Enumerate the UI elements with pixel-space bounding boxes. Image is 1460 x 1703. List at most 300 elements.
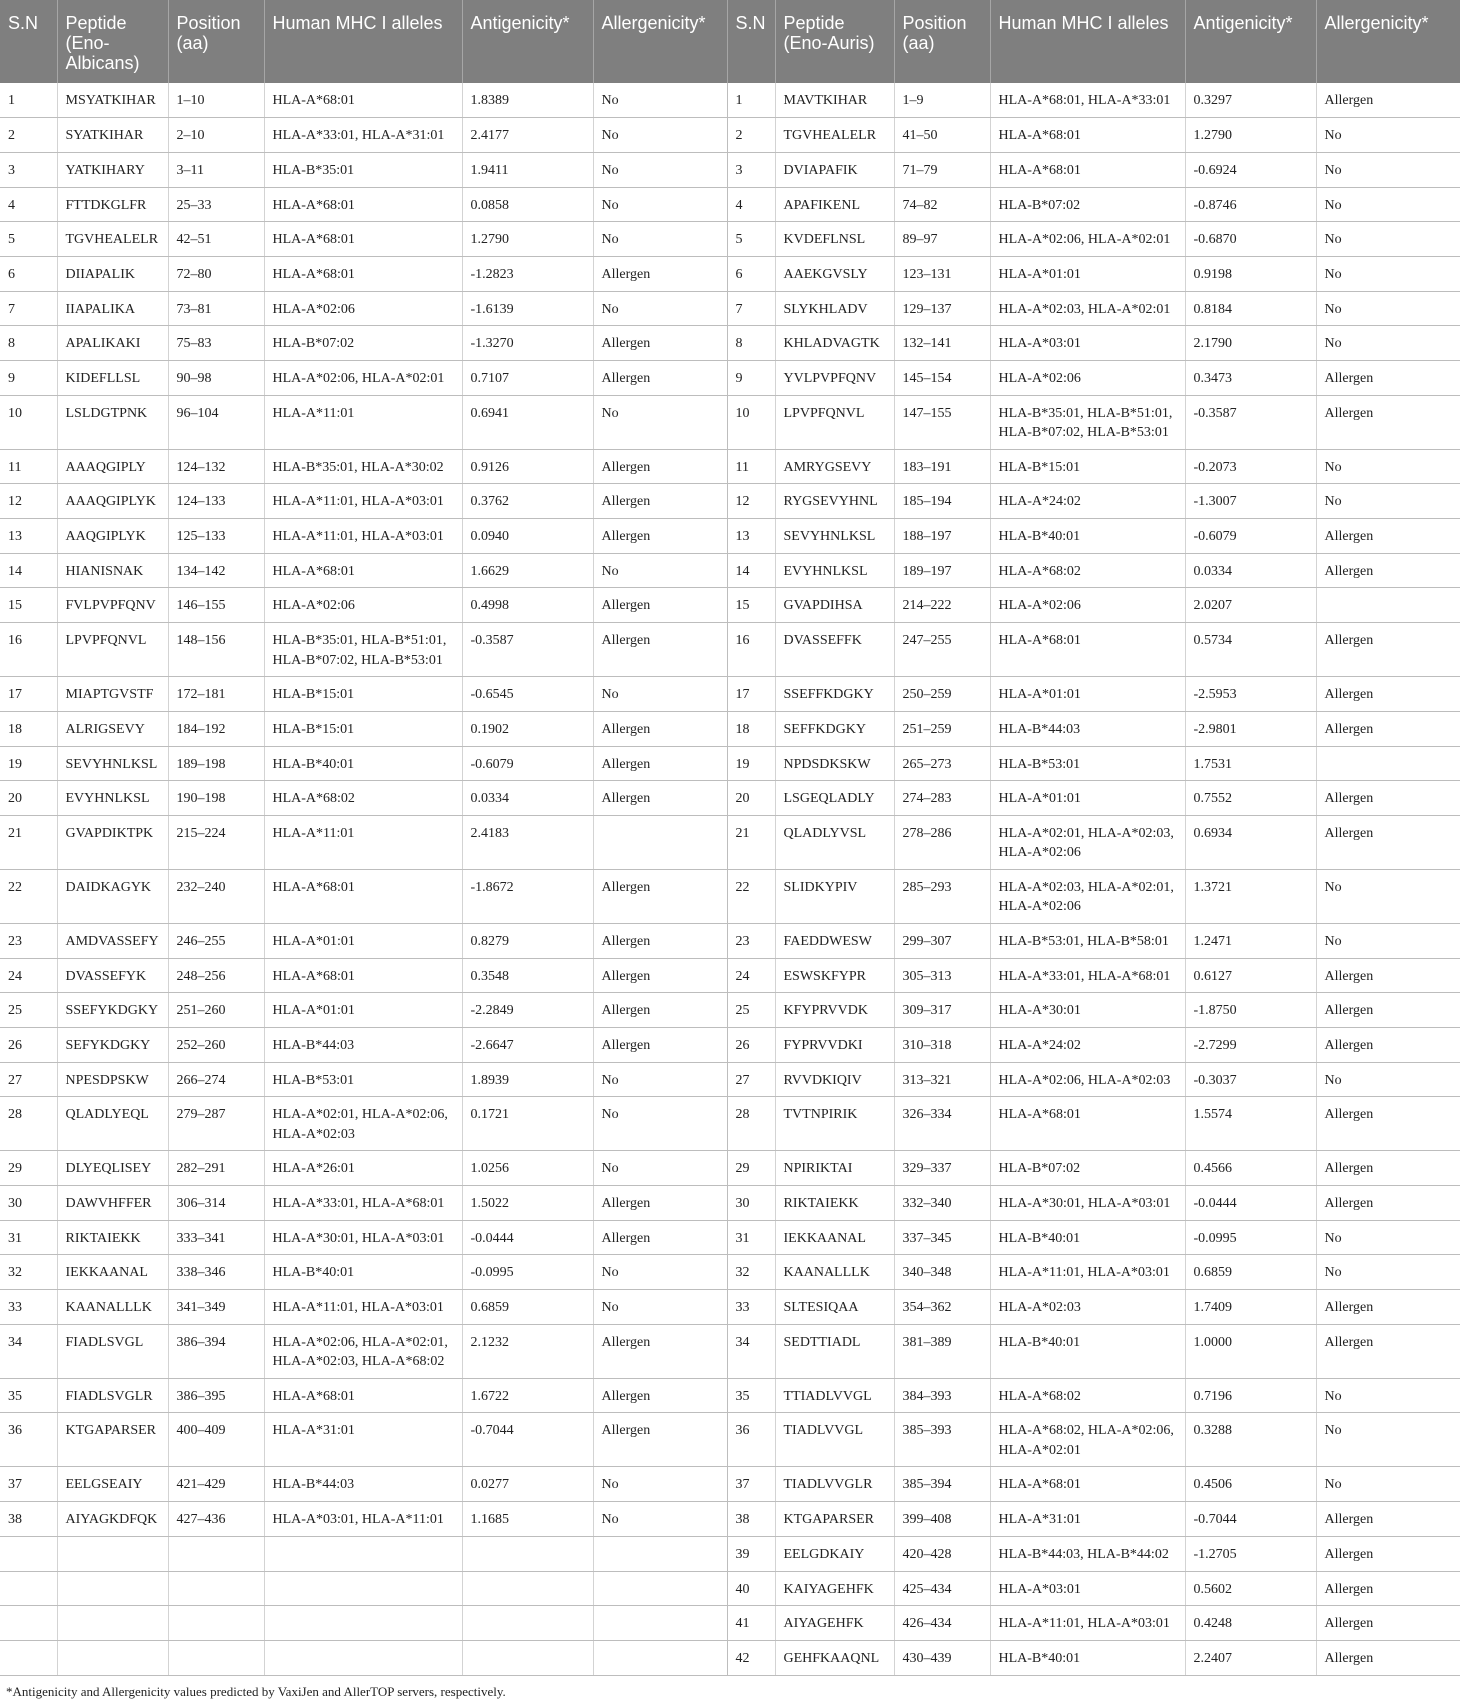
auris-peptide-cell: KFYPRVVDK (775, 993, 894, 1028)
albicans-allergenicity-cell: No (593, 677, 727, 712)
albicans-allergenicity-cell: No (593, 1467, 727, 1502)
auris-antigenicity-cell: -0.6870 (1185, 222, 1316, 257)
auris-position-cell: 183–191 (894, 449, 990, 484)
auris-sn-cell: 36 (727, 1413, 775, 1467)
albicans-sn-cell: 33 (0, 1290, 57, 1325)
albicans-allergenicity-cell: No (593, 1502, 727, 1537)
albicans-allergenicity-cell: Allergen (593, 361, 727, 396)
auris-allergenicity-cell: Allergen (1316, 711, 1460, 746)
albicans-mhc-alleles-cell: HLA-A*68:01 (264, 83, 462, 118)
table-row (0, 958, 1460, 993)
auris-allergenicity-cell: Allergen (1316, 1290, 1460, 1325)
albicans-position-cell (168, 1536, 264, 1571)
table-row (0, 923, 1460, 958)
albicans-mhc-alleles-cell: HLA-B*15:01 (264, 677, 462, 712)
auris-allergenicity-cell: Allergen (1316, 553, 1460, 588)
albicans-antigenicity-cell: -0.0995 (462, 1255, 593, 1290)
albicans-position-cell: 252–260 (168, 1027, 264, 1062)
albicans-allergenicity-cell (593, 1536, 727, 1571)
auris-mhc-alleles-cell: HLA-B*44:03, HLA-B*44:02 (990, 1536, 1185, 1571)
auris-position-cell: 332–340 (894, 1186, 990, 1221)
auris-sn-cell: 35 (727, 1378, 775, 1413)
albicans-sn-cell: 27 (0, 1062, 57, 1097)
albicans-antigenicity-cell: 1.8389 (462, 83, 593, 118)
auris-mhc-alleles-cell: HLA-A*68:01 (990, 1097, 1185, 1151)
albicans-mhc-alleles-cell: HLA-A*02:06 (264, 588, 462, 623)
auris-mhc-alleles-cell: HLA-A*24:02 (990, 484, 1185, 519)
albicans-position-cell: 189–198 (168, 746, 264, 781)
auris-peptide-cell: EVYHNLKSL (775, 553, 894, 588)
auris-allergenicity-cell (1316, 746, 1460, 781)
auris-antigenicity-cell: -0.2073 (1185, 449, 1316, 484)
auris-allergenicity-cell: No (1316, 256, 1460, 291)
auris-allergenicity-cell: Allergen (1316, 361, 1460, 396)
table-row (0, 326, 1460, 361)
auris-peptide-cell: DVASSEFFK (775, 623, 894, 677)
auris-mhc-alleles-cell: HLA-A*68:01 (990, 1467, 1185, 1502)
albicans-allergenicity-cell: Allergen (593, 519, 727, 554)
albicans-peptide-cell: AAAQGIPLY (57, 449, 168, 484)
table-row (0, 291, 1460, 326)
auris-allergenicity-cell: No (1316, 1220, 1460, 1255)
table-row (0, 484, 1460, 519)
auris-peptide-cell: FYPRVVDKI (775, 1027, 894, 1062)
albicans-sn-cell: 31 (0, 1220, 57, 1255)
albicans-position-cell: 73–81 (168, 291, 264, 326)
auris-sn-cell: 38 (727, 1502, 775, 1537)
auris-position-cell: 426–434 (894, 1606, 990, 1641)
auris-position-cell: 285–293 (894, 869, 990, 923)
albicans-position-cell: 90–98 (168, 361, 264, 396)
auris-position-cell: 189–197 (894, 553, 990, 588)
auris-position-cell: 274–283 (894, 781, 990, 816)
auris-allergenicity-cell: No (1316, 1413, 1460, 1467)
albicans-antigenicity-cell: 1.1685 (462, 1502, 593, 1537)
table-row (0, 815, 1460, 869)
auris-peptide-cell: GEHFKAAQNL (775, 1640, 894, 1675)
table-row (0, 1536, 1460, 1571)
auris-position-cell: 278–286 (894, 815, 990, 869)
table-row (0, 1027, 1460, 1062)
auris-position-cell: 309–317 (894, 993, 990, 1028)
albicans-antigenicity-cell: 0.0940 (462, 519, 593, 554)
albicans-peptide-cell: IIAPALIKA (57, 291, 168, 326)
albicans-antigenicity-cell (462, 1536, 593, 1571)
auris-mhc-alleles-cell: HLA-A*01:01 (990, 781, 1185, 816)
albicans-sn-cell: 14 (0, 553, 57, 588)
albicans-sn-cell: 29 (0, 1151, 57, 1186)
albicans-peptide-cell (57, 1536, 168, 1571)
albicans-allergenicity-cell: Allergen (593, 256, 727, 291)
albicans-allergenicity-cell: No (593, 1097, 727, 1151)
auris-allergenicity-cell: Allergen (1316, 1324, 1460, 1378)
auris-antigenicity-cell: 0.7196 (1185, 1378, 1316, 1413)
auris-sn-cell: 14 (727, 553, 775, 588)
auris-peptide-cell: SLYKHLADV (775, 291, 894, 326)
auris-mhc-alleles-cell: HLA-B*53:01, HLA-B*58:01 (990, 923, 1185, 958)
albicans-peptide-cell: DLYEQLISEY (57, 1151, 168, 1186)
auris-position-cell: 381–389 (894, 1324, 990, 1378)
auris-peptide-cell: NPIRIKTAI (775, 1151, 894, 1186)
albicans-allergenicity-cell: No (593, 1255, 727, 1290)
albicans-antigenicity-cell: 0.8279 (462, 923, 593, 958)
albicans-allergenicity-cell: Allergen (593, 711, 727, 746)
albicans-allergenicity-cell: Allergen (593, 588, 727, 623)
albicans-peptide-cell: AIYAGKDFQK (57, 1502, 168, 1537)
albicans-sn-cell: 15 (0, 588, 57, 623)
auris-position-cell: 71–79 (894, 152, 990, 187)
table-row (0, 152, 1460, 187)
albicans-antigenicity-cell: -1.8672 (462, 869, 593, 923)
albicans-sn-cell: 3 (0, 152, 57, 187)
albicans-peptide-cell: KAANALLLK (57, 1290, 168, 1325)
albicans-mhc-alleles-cell: HLA-A*11:01 (264, 815, 462, 869)
auris-antigenicity-cell: -0.3037 (1185, 1062, 1316, 1097)
auris-sn-cell: 34 (727, 1324, 775, 1378)
auris-peptide-cell: YVLPVPFQNV (775, 361, 894, 396)
auris-peptide-cell: TIADLVVGL (775, 1413, 894, 1467)
albicans-antigenicity-cell: 1.8939 (462, 1062, 593, 1097)
albicans-sn-cell: 19 (0, 746, 57, 781)
albicans-sn-cell: 18 (0, 711, 57, 746)
albicans-mhc-alleles-cell: HLA-B*40:01 (264, 1255, 462, 1290)
albicans-antigenicity-cell: -0.7044 (462, 1413, 593, 1467)
albicans-position-cell: 266–274 (168, 1062, 264, 1097)
auris-mhc-alleles-cell: HLA-A*02:01, HLA-A*02:03, HLA-A*02:06 (990, 815, 1185, 869)
table-row (0, 83, 1460, 118)
auris-allergenicity-cell: Allergen (1316, 1640, 1460, 1675)
auris-allergenicity-cell: Allergen (1316, 1027, 1460, 1062)
albicans-peptide-cell: TGVHEALELR (57, 222, 168, 257)
albicans-sn-cell: 25 (0, 993, 57, 1028)
albicans-sn-cell: 28 (0, 1097, 57, 1151)
albicans-antigenicity-cell: 0.1902 (462, 711, 593, 746)
albicans-mhc-alleles-cell: HLA-A*02:06, HLA-A*02:01, HLA-A*02:03, HLA-A*68:02 (264, 1324, 462, 1378)
auris-allergenicity-cell: Allergen (1316, 1536, 1460, 1571)
auris-peptide-cell: LSGEQLADLY (775, 781, 894, 816)
table-row (0, 993, 1460, 1028)
albicans-mhc-alleles-cell: HLA-B*44:03 (264, 1027, 462, 1062)
auris-peptide-cell: RYGSEVYHNL (775, 484, 894, 519)
albicans-position-cell: 134–142 (168, 553, 264, 588)
albicans-mhc-alleles-cell: HLA-A*26:01 (264, 1151, 462, 1186)
table-row (0, 1502, 1460, 1537)
auris-peptide-cell: SLIDKYPIV (775, 869, 894, 923)
auris-mhc-alleles-cell: HLA-A*01:01 (990, 256, 1185, 291)
albicans-peptide-cell: MSYATKIHAR (57, 83, 168, 118)
albicans-mhc-alleles-cell (264, 1640, 462, 1675)
auris-position-cell: 385–393 (894, 1413, 990, 1467)
albicans-antigenicity-cell: -2.6647 (462, 1027, 593, 1062)
auris-allergenicity-cell: No (1316, 449, 1460, 484)
albicans-peptide-cell: IEKKAANAL (57, 1255, 168, 1290)
header-position-2: Position (aa) (894, 0, 990, 83)
albicans-position-cell: 2–10 (168, 118, 264, 153)
albicans-position-cell: 421–429 (168, 1467, 264, 1502)
auris-antigenicity-cell: 1.7409 (1185, 1290, 1316, 1325)
auris-mhc-alleles-cell: HLA-A*01:01 (990, 677, 1185, 712)
auris-mhc-alleles-cell: HLA-B*40:01 (990, 1220, 1185, 1255)
auris-sn-cell: 11 (727, 449, 775, 484)
auris-antigenicity-cell: -0.0444 (1185, 1186, 1316, 1221)
albicans-position-cell: 386–395 (168, 1378, 264, 1413)
auris-antigenicity-cell: 0.6127 (1185, 958, 1316, 993)
table-row (0, 869, 1460, 923)
albicans-mhc-alleles-cell: HLA-A*02:06 (264, 291, 462, 326)
albicans-sn-cell: 6 (0, 256, 57, 291)
auris-allergenicity-cell: No (1316, 1062, 1460, 1097)
auris-antigenicity-cell: 0.3288 (1185, 1413, 1316, 1467)
albicans-sn-cell: 12 (0, 484, 57, 519)
auris-antigenicity-cell: 1.2790 (1185, 118, 1316, 153)
auris-mhc-alleles-cell: HLA-B*07:02 (990, 187, 1185, 222)
auris-peptide-cell: KVDEFLNSL (775, 222, 894, 257)
table-row (0, 1571, 1460, 1606)
footnote: *Antigenicity and Allergenicity values predicted by VaxiJen and AllerTOP servers, respectively. (6, 1683, 506, 1699)
auris-position-cell: 399–408 (894, 1502, 990, 1537)
auris-antigenicity-cell: 1.3721 (1185, 869, 1316, 923)
albicans-mhc-alleles-cell: HLA-B*40:01 (264, 746, 462, 781)
table-row (0, 187, 1460, 222)
albicans-position-cell: 251–260 (168, 993, 264, 1028)
auris-sn-cell: 30 (727, 1186, 775, 1221)
albicans-peptide-cell: QLADLYEQL (57, 1097, 168, 1151)
auris-peptide-cell: TGVHEALELR (775, 118, 894, 153)
auris-peptide-cell: AIYAGEHFK (775, 1606, 894, 1641)
auris-sn-cell: 4 (727, 187, 775, 222)
auris-sn-cell: 41 (727, 1606, 775, 1641)
auris-antigenicity-cell: 2.2407 (1185, 1640, 1316, 1675)
auris-peptide-cell: KAANALLLK (775, 1255, 894, 1290)
auris-sn-cell: 24 (727, 958, 775, 993)
auris-position-cell: 337–345 (894, 1220, 990, 1255)
albicans-allergenicity-cell: No (593, 1062, 727, 1097)
auris-antigenicity-cell: -1.8750 (1185, 993, 1316, 1028)
auris-allergenicity-cell: Allergen (1316, 1502, 1460, 1537)
auris-mhc-alleles-cell: HLA-B*53:01 (990, 746, 1185, 781)
albicans-mhc-alleles-cell: HLA-B*35:01, HLA-B*51:01, HLA-B*07:02, HLA-B*53:01 (264, 623, 462, 677)
albicans-sn-cell: 34 (0, 1324, 57, 1378)
auris-allergenicity-cell: Allergen (1316, 815, 1460, 869)
albicans-sn-cell: 35 (0, 1378, 57, 1413)
table-row (0, 1255, 1460, 1290)
auris-mhc-alleles-cell: HLA-A*68:01, HLA-A*33:01 (990, 83, 1185, 118)
albicans-antigenicity-cell: -1.6139 (462, 291, 593, 326)
auris-allergenicity-cell: No (1316, 1378, 1460, 1413)
albicans-mhc-alleles-cell: HLA-A*01:01 (264, 993, 462, 1028)
auris-antigenicity-cell: -2.7299 (1185, 1027, 1316, 1062)
auris-antigenicity-cell: 0.4506 (1185, 1467, 1316, 1502)
auris-mhc-alleles-cell: HLA-A*24:02 (990, 1027, 1185, 1062)
table-row (0, 711, 1460, 746)
table-row (0, 1640, 1460, 1675)
auris-peptide-cell: KHLADVAGTK (775, 326, 894, 361)
auris-antigenicity-cell: -0.0995 (1185, 1220, 1316, 1255)
albicans-mhc-alleles-cell: HLA-A*68:01 (264, 187, 462, 222)
auris-sn-cell: 42 (727, 1640, 775, 1675)
albicans-antigenicity-cell: 0.6859 (462, 1290, 593, 1325)
auris-mhc-alleles-cell: HLA-A*03:01 (990, 326, 1185, 361)
auris-antigenicity-cell: 0.3473 (1185, 361, 1316, 396)
albicans-peptide-cell (57, 1640, 168, 1675)
albicans-mhc-alleles-cell: HLA-A*30:01, HLA-A*03:01 (264, 1220, 462, 1255)
albicans-antigenicity-cell: -1.3270 (462, 326, 593, 361)
auris-position-cell: 340–348 (894, 1255, 990, 1290)
albicans-peptide-cell: LPVPFQNVL (57, 623, 168, 677)
auris-sn-cell: 22 (727, 869, 775, 923)
albicans-peptide-cell: DIIAPALIK (57, 256, 168, 291)
auris-mhc-alleles-cell: HLA-A*02:06, HLA-A*02:01 (990, 222, 1185, 257)
albicans-sn-cell: 8 (0, 326, 57, 361)
albicans-peptide-cell: SEVYHNLKSL (57, 746, 168, 781)
auris-sn-cell: 16 (727, 623, 775, 677)
albicans-position-cell: 124–132 (168, 449, 264, 484)
auris-mhc-alleles-cell: HLA-B*40:01 (990, 519, 1185, 554)
albicans-allergenicity-cell: Allergen (593, 1378, 727, 1413)
albicans-allergenicity-cell: No (593, 222, 727, 257)
auris-peptide-cell: TIADLVVGLR (775, 1467, 894, 1502)
auris-antigenicity-cell: -0.3587 (1185, 395, 1316, 449)
auris-allergenicity-cell: No (1316, 291, 1460, 326)
table-row (0, 1220, 1460, 1255)
auris-allergenicity-cell: No (1316, 1255, 1460, 1290)
albicans-sn-cell: 37 (0, 1467, 57, 1502)
albicans-position-cell: 279–287 (168, 1097, 264, 1151)
auris-sn-cell: 20 (727, 781, 775, 816)
auris-antigenicity-cell: -0.6924 (1185, 152, 1316, 187)
albicans-sn-cell (0, 1571, 57, 1606)
albicans-mhc-alleles-cell: HLA-B*07:02 (264, 326, 462, 361)
auris-allergenicity-cell: Allergen (1316, 395, 1460, 449)
albicans-mhc-alleles-cell: HLA-B*15:01 (264, 711, 462, 746)
auris-sn-cell: 13 (727, 519, 775, 554)
auris-position-cell: 41–50 (894, 118, 990, 153)
auris-mhc-alleles-cell: HLA-B*40:01 (990, 1640, 1185, 1675)
albicans-allergenicity-cell: No (593, 553, 727, 588)
auris-mhc-alleles-cell: HLA-A*68:01 (990, 118, 1185, 153)
auris-position-cell: 132–141 (894, 326, 990, 361)
auris-peptide-cell: LPVPFQNVL (775, 395, 894, 449)
auris-sn-cell: 29 (727, 1151, 775, 1186)
auris-mhc-alleles-cell: HLA-A*02:03, HLA-A*02:01 (990, 291, 1185, 326)
albicans-position-cell: 386–394 (168, 1324, 264, 1378)
albicans-peptide-cell: RIKTAIEKK (57, 1220, 168, 1255)
auris-peptide-cell: SEDTTIADL (775, 1324, 894, 1378)
table-row (0, 395, 1460, 449)
albicans-peptide-cell: FTTDKGLFR (57, 187, 168, 222)
albicans-antigenicity-cell: -1.2823 (462, 256, 593, 291)
albicans-allergenicity-cell: Allergen (593, 923, 727, 958)
auris-peptide-cell: SSEFFKDGKY (775, 677, 894, 712)
auris-position-cell: 214–222 (894, 588, 990, 623)
albicans-antigenicity-cell: -0.3587 (462, 623, 593, 677)
table-row (0, 1290, 1460, 1325)
albicans-antigenicity-cell: 0.0858 (462, 187, 593, 222)
table-row (0, 1151, 1460, 1186)
auris-mhc-alleles-cell: HLA-A*68:02 (990, 1378, 1185, 1413)
auris-mhc-alleles-cell: HLA-A*02:03, HLA-A*02:01, HLA-A*02:06 (990, 869, 1185, 923)
auris-sn-cell: 18 (727, 711, 775, 746)
table-row (0, 746, 1460, 781)
albicans-sn-cell: 11 (0, 449, 57, 484)
albicans-position-cell: 341–349 (168, 1290, 264, 1325)
albicans-sn-cell: 32 (0, 1255, 57, 1290)
auris-position-cell: 145–154 (894, 361, 990, 396)
header-allergenicity: Allergenicity* (593, 0, 727, 83)
auris-position-cell: 420–428 (894, 1536, 990, 1571)
auris-position-cell: 313–321 (894, 1062, 990, 1097)
auris-antigenicity-cell: -0.8746 (1185, 187, 1316, 222)
albicans-allergenicity-cell: No (593, 291, 727, 326)
auris-peptide-cell: RIKTAIEKK (775, 1186, 894, 1221)
auris-antigenicity-cell: 0.0334 (1185, 553, 1316, 588)
albicans-peptide-cell: LSLDGTPNK (57, 395, 168, 449)
albicans-sn-cell: 9 (0, 361, 57, 396)
albicans-peptide-cell: SSEFYKDGKY (57, 993, 168, 1028)
albicans-antigenicity-cell: 1.5022 (462, 1186, 593, 1221)
auris-sn-cell: 6 (727, 256, 775, 291)
auris-allergenicity-cell: Allergen (1316, 781, 1460, 816)
albicans-sn-cell: 21 (0, 815, 57, 869)
albicans-antigenicity-cell: 1.2790 (462, 222, 593, 257)
albicans-antigenicity-cell: 1.6722 (462, 1378, 593, 1413)
albicans-allergenicity-cell: Allergen (593, 746, 727, 781)
albicans-allergenicity-cell: Allergen (593, 1324, 727, 1378)
auris-sn-cell: 2 (727, 118, 775, 153)
table-row (0, 553, 1460, 588)
albicans-position-cell: 125–133 (168, 519, 264, 554)
auris-position-cell: 385–394 (894, 1467, 990, 1502)
albicans-allergenicity-cell (593, 815, 727, 869)
albicans-position-cell (168, 1606, 264, 1641)
auris-allergenicity-cell: Allergen (1316, 1186, 1460, 1221)
albicans-sn-cell: 1 (0, 83, 57, 118)
auris-antigenicity-cell: -1.3007 (1185, 484, 1316, 519)
auris-mhc-alleles-cell: HLA-A*68:02 (990, 553, 1185, 588)
albicans-antigenicity-cell: 2.4183 (462, 815, 593, 869)
albicans-position-cell: 3–11 (168, 152, 264, 187)
albicans-sn-cell: 4 (0, 187, 57, 222)
albicans-mhc-alleles-cell (264, 1571, 462, 1606)
albicans-position-cell: 232–240 (168, 869, 264, 923)
auris-sn-cell: 27 (727, 1062, 775, 1097)
auris-mhc-alleles-cell: HLA-B*15:01 (990, 449, 1185, 484)
albicans-position-cell: 146–155 (168, 588, 264, 623)
auris-peptide-cell: AMRYGSEVY (775, 449, 894, 484)
albicans-position-cell: 333–341 (168, 1220, 264, 1255)
auris-sn-cell: 25 (727, 993, 775, 1028)
table-row (0, 1097, 1460, 1151)
albicans-allergenicity-cell: Allergen (593, 781, 727, 816)
auris-peptide-cell: MAVTKIHAR (775, 83, 894, 118)
auris-peptide-cell: DVIAPAFIK (775, 152, 894, 187)
auris-peptide-cell: SEVYHNLKSL (775, 519, 894, 554)
albicans-position-cell: 25–33 (168, 187, 264, 222)
header-mhc: Human MHC I alleles (264, 0, 462, 83)
albicans-sn-cell: 10 (0, 395, 57, 449)
albicans-position-cell: 400–409 (168, 1413, 264, 1467)
albicans-position-cell: 42–51 (168, 222, 264, 257)
auris-allergenicity-cell: Allergen (1316, 677, 1460, 712)
auris-allergenicity-cell: Allergen (1316, 1606, 1460, 1641)
auris-allergenicity-cell: No (1316, 484, 1460, 519)
auris-allergenicity-cell (1316, 588, 1460, 623)
albicans-sn-cell: 17 (0, 677, 57, 712)
auris-sn-cell: 39 (727, 1536, 775, 1571)
auris-sn-cell: 15 (727, 588, 775, 623)
auris-position-cell: 147–155 (894, 395, 990, 449)
albicans-allergenicity-cell: Allergen (593, 1027, 727, 1062)
